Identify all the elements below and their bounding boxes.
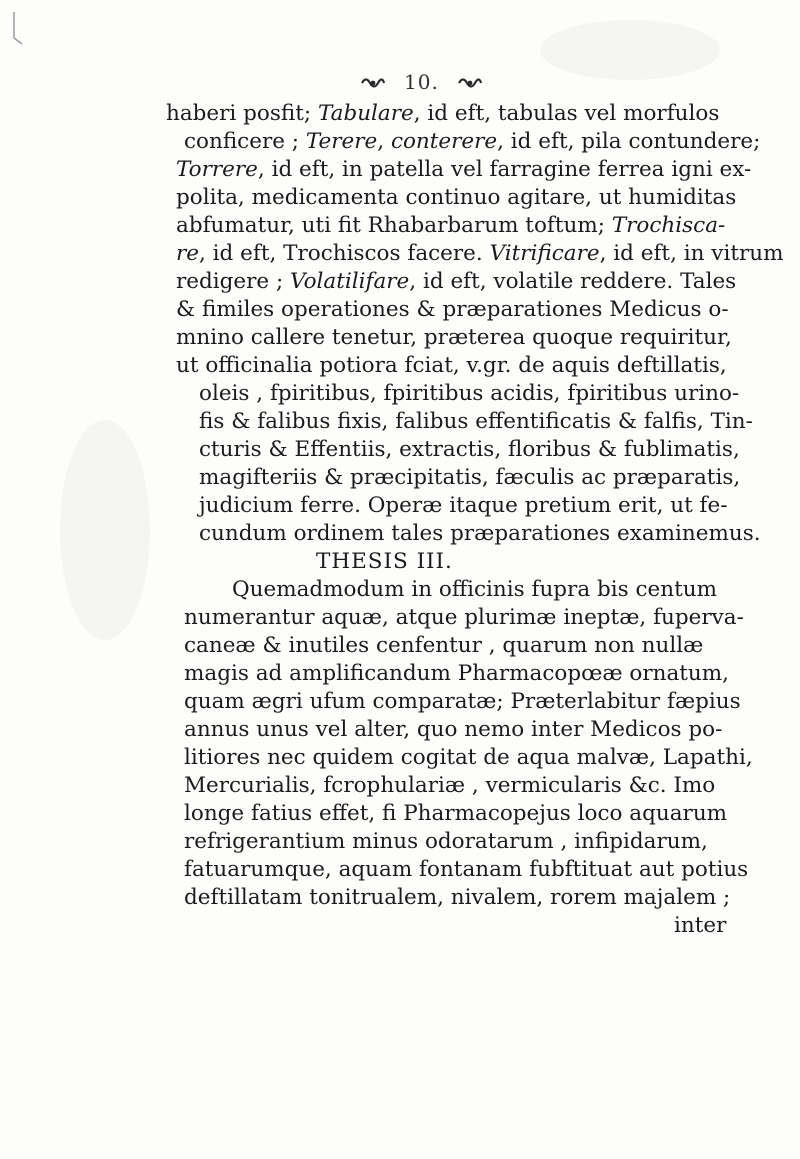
text-run: judicium ferre. Operæ itaque pretium erit, ut fe- [199,493,728,518]
text-run: caneæ & inutiles cenfentur , quarum non nullæ [184,633,704,658]
running-header [360,70,483,94]
text-line [166,408,753,436]
italic-term: Trochisca- [611,213,726,238]
text-line [166,520,761,548]
text-line [166,128,761,156]
italic-term: Vitrificare [489,241,600,266]
text-run: cturis & Effentiis, extractis, floribus & fublimatis, [199,437,740,462]
page-number: 10. [404,70,439,94]
text-run: ut officinalia potiora fciat, v.gr. de aquis deftillatis, [176,353,727,378]
text-run: mnino callere tenetur, præterea quoque requiritur, [176,325,732,350]
text-line [166,156,752,184]
text-line [166,716,744,744]
text-run: , [377,129,391,154]
catchword [166,912,744,940]
text-run: polita, medicamenta continuo agitare, ut humiditas [176,185,737,210]
text-line [166,828,744,856]
paper-stain [540,20,720,80]
text-run: , id eft, Trochiscos facere. [199,241,490,266]
text-line [166,352,744,380]
text-run: Quemadmodum in officinis fupra bis centum [232,577,717,602]
text-run: conficere ; [184,129,306,154]
text-run: oleis , fpiritibus, fpiritibus acidis, fpiritibus urino- [199,381,740,406]
italic-term: Volatilifare [290,269,410,294]
body-text [166,100,784,940]
text-line [166,772,744,800]
italic-term: conterere [390,129,498,154]
text-line [166,436,744,464]
text-run: deftillatam tonitrualem, nivalem, rorem majalem ; [184,885,731,910]
text-run: , id eft, volatile reddere. Tales [409,269,737,294]
text-line [166,576,744,604]
text-run: THESIS III. [316,549,453,574]
text-run: , id eft, pila contundere; [497,129,761,154]
text-line [166,268,744,296]
text-run: refrigerantium minus odoratarum , infipidarum, [184,829,708,854]
text-run: abfumatur, uti fit Rhabarbarum toftum; [176,213,612,238]
text-run: quam ægri ufum comparatæ; Præterlabitur fæpius [184,689,741,714]
text-line [166,660,744,688]
text-line [166,324,744,352]
text-line [166,884,744,912]
text-line [166,744,753,772]
text-run: & fimiles operationes & præparationes Medicus o- [176,297,729,322]
text-run: magifteriis & præcipitatis, fæculis ac præparatis, [199,465,741,490]
text-run: , id eft, in vitrum [599,241,784,266]
right-ornament-icon [457,73,483,91]
text-line [166,212,744,240]
text-line [166,240,784,268]
text-line [166,100,744,128]
text-line [166,604,744,632]
text-line [166,184,744,212]
text-run: numerantur aquæ, atque plurimæ ineptæ, fuperva- [184,605,744,630]
text-run: litiores nec quidem cogitat de aqua malvæ, Lapathi, [184,745,753,770]
italic-term: Torrere [176,157,258,182]
text-line [166,856,749,884]
text-line [166,632,744,660]
text-run: redigere ; [176,269,291,294]
text-run: inter [674,913,727,938]
text-line [166,688,744,716]
text-run: fatuarumque, aquam fontanam fubftituat aut potius [184,857,749,882]
text-run: fis & falibus fixis, falibus effentificatis & falfis, Tin- [199,409,753,434]
text-run: magis ad amplificandum Pharmacopœæ ornatum, [184,661,729,686]
text-line [166,464,744,492]
text-line [166,800,744,828]
text-line [166,296,744,324]
italic-term: Terere [305,129,378,154]
text-run: haberi posfit; [166,101,318,126]
text-run: annus unus vel alter, quo nemo inter Medicos po- [184,717,723,742]
text-line [166,492,744,520]
text-run: longe fatius effet, fi Pharmacopejus loco aquarum [184,801,728,826]
left-ornament-icon [360,73,386,91]
paper-stain [60,420,150,640]
text-run: , id eft, tabulas vel morfulos [413,101,720,126]
text-run: , id eft, in patella vel farragine ferrea igni ex- [257,157,752,182]
text-run: Mercurialis, fcrophulariæ , vermicularis &c. Imo [184,773,716,798]
section-heading [166,548,744,576]
page-edge-mark [8,8,42,48]
italic-term: Tabulare [317,101,414,126]
text-line [166,380,744,408]
italic-term: re [176,241,200,266]
text-run: cundum ordinem tales præparationes examinemus. [199,521,761,546]
